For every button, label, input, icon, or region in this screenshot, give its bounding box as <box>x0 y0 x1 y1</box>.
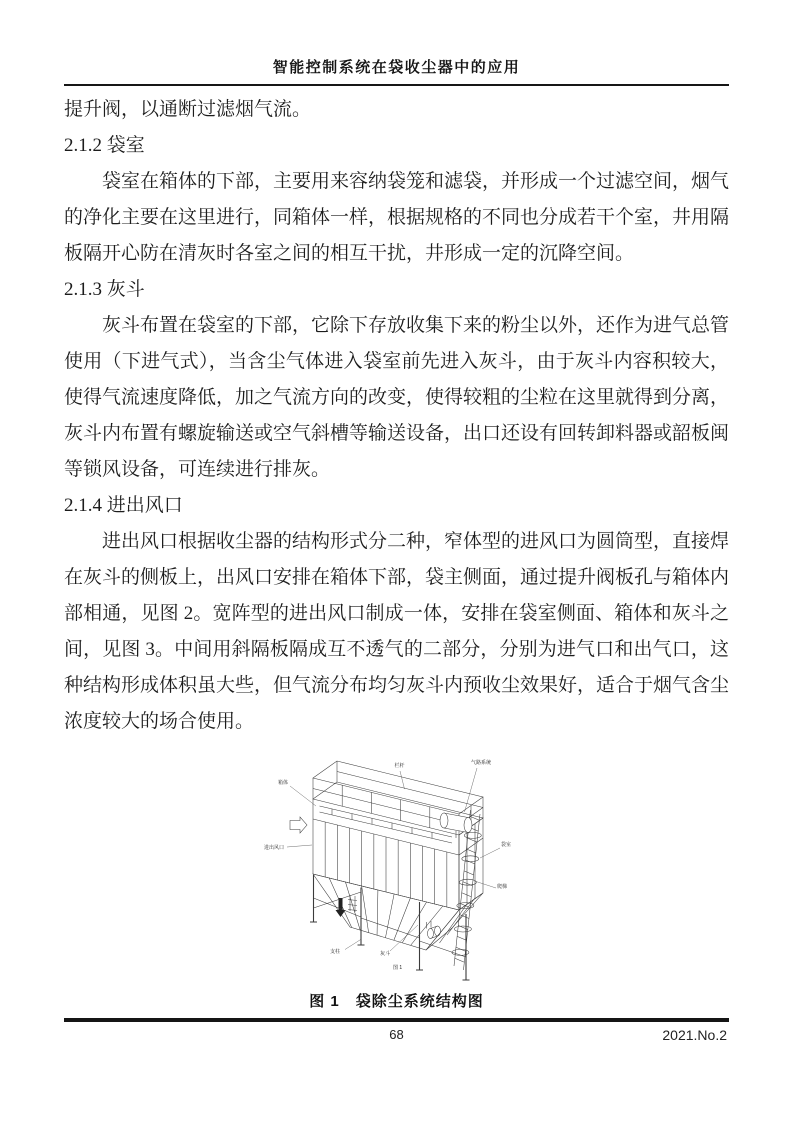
section-heading-2-1-3: 2.1.3 灰斗 <box>64 279 145 300</box>
page-content <box>64 56 729 1011</box>
support-legs-drawing <box>310 875 470 980</box>
baghouse-diagram <box>252 752 542 987</box>
paragraph-inlet-outlet: 进出风口根据收尘器的结构形式分二种，窄体型的进风口为圆筒型，直接焊在灰斗的侧板上，出风口安排在箱体下部，袋主侧面，通过提升阀板孔与箱体内部相通，见图 2。宽阵型的进出风口制成一体，安排在袋室侧面、箱体和灰斗之间，见图 3。中间用斜隔板隔成互不透气的二部分，分别为进气口和出气口，这种结构形成体积虽大些，但气流分布均匀灰斗内预收尘效果好，适合于烟气含尘浓度较大的场合使用。 <box>64 531 730 732</box>
ladder-drawing <box>451 810 480 970</box>
paragraph-bag-chamber: 袋室在箱体的下部，主要用来容纳袋笼和滤袋，并形成一个过滤空间，烟气的净化主要在这里进行，同箱体一样，根据规格的不同也分成若干个室，井用隔板隔开心防在清灰时各室之间的相互干扰，井形成一定的沉降空间。 <box>64 171 730 264</box>
header-rule <box>64 84 729 86</box>
figure-label-ladder: 爬梯 <box>496 884 507 890</box>
braces-drawing <box>313 892 466 957</box>
figure-label-bag-chamber: 袋室 <box>500 842 511 848</box>
leader-lines <box>287 768 500 951</box>
paragraph-continuation: 提升阀，以通断过滤烟气流。 <box>64 99 312 120</box>
figure-label-inlet-outlet: 进出风口 <box>263 845 284 851</box>
page-number: 68 <box>389 1027 404 1042</box>
running-header-title: 智能控制系统在袋收尘器中的应用 <box>272 60 521 76</box>
body-text <box>64 92 729 740</box>
figure-label-air-system: 气路系统 <box>470 760 491 766</box>
figure-label-railing: 栏杆 <box>394 763 405 769</box>
footer-row <box>64 1022 729 1042</box>
figure-label-box: 箱体 <box>277 780 288 786</box>
issue-number: 2021.No.2 <box>662 1027 727 1043</box>
figure-label-support: 支柱 <box>329 949 340 955</box>
figure-1-caption: 图 1 袋除尘系统结构图 <box>309 993 484 1010</box>
section-heading-2-1-4: 2.1.4 进出风口 <box>64 495 183 516</box>
inlet-flow-arrow <box>290 817 307 833</box>
figure-label-inline-fig: 图 1 <box>392 965 402 971</box>
section-heading-2-1-2: 2.1.2 袋室 <box>64 135 145 156</box>
footer-rule <box>64 1018 729 1042</box>
figure-1 <box>252 752 542 1011</box>
paragraph-hopper: 灰斗布置在袋室的下部，它除下存放收集下来的粉尘以外，还作为进气总管使用（下进气式），当含尘气体进入袋室前先进入灰斗，由于灰斗内容积较大，使得气流速度降低，加之气流方向的改变，使得较粗的尘粒在这里就得到分离，灰斗内布置有螺旋输送或空气斜槽等输送设备，出口还设有回转卸料器或韶板闽等锁风设备，可连续进行排灰。 <box>64 315 730 480</box>
figure-label-hopper: 灰斗 <box>379 951 390 957</box>
